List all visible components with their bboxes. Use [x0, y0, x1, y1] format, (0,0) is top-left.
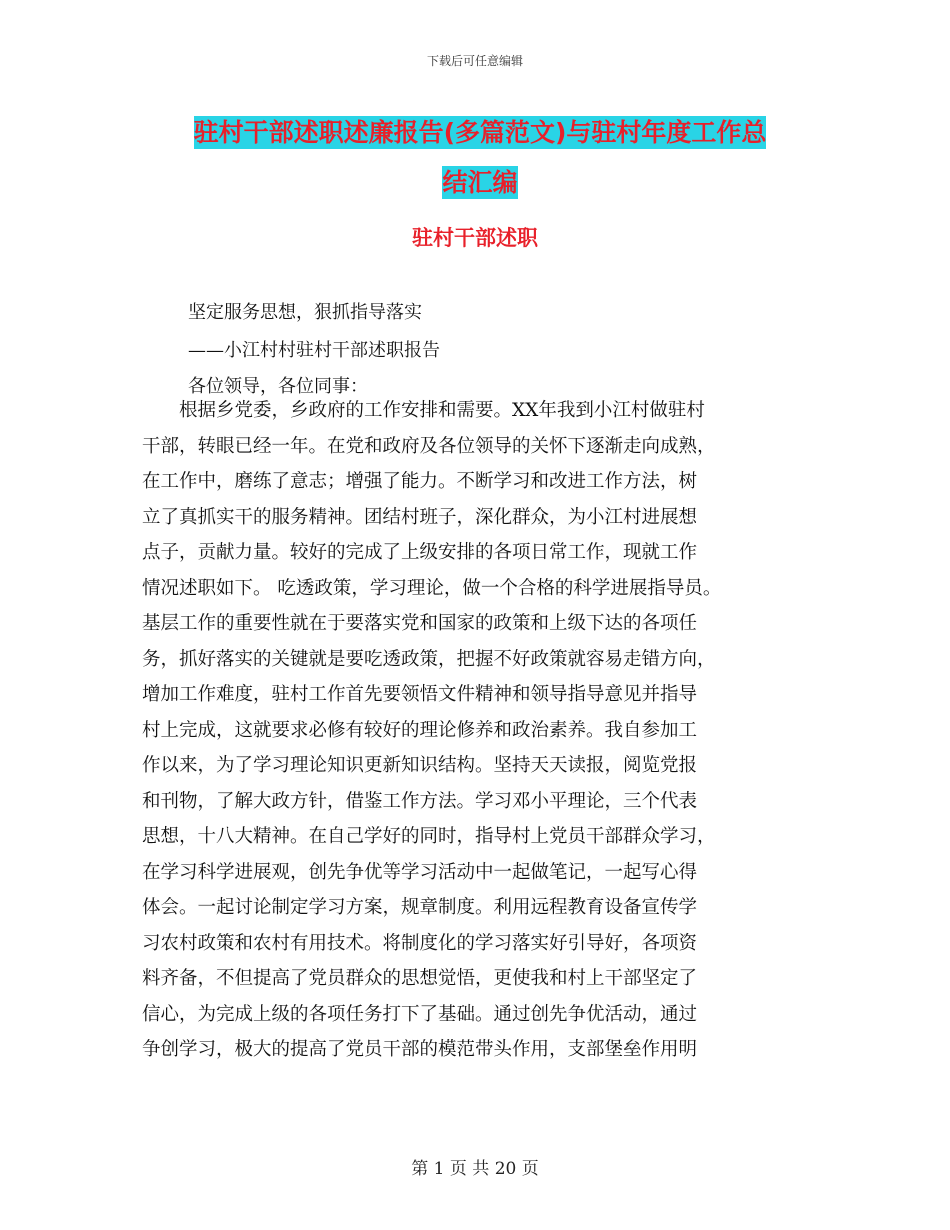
- body-line: 基层工作的重要性就在于要落实党和国家的政策和上级下达的各项任: [142, 613, 698, 634]
- body-line: 料齐备，不但提高了党员群众的思想觉悟，更使我和村上干部坚定了: [142, 968, 698, 989]
- body-line: 根据乡党委，乡政府的工作安排和需要。XX年我到小江村做驻村: [142, 400, 705, 421]
- body-line: 干部，转眼已经一年。在党和政府及各位领导的关怀下逐渐走向成熟，: [142, 435, 716, 457]
- body-line: 情况述职如下。 吃透政策，学习理论，做一个合格的科学进展指导员。: [142, 577, 722, 599]
- body-line: 作以来，为了学习理论知识更新知识结构。坚持天天读报，阅览党报: [142, 755, 698, 776]
- body-line: 务，抓好落实的关键就是要吃透政策，把握不好政策就容易走错方向，: [142, 648, 716, 670]
- body-line: 点子，贡献力量。较好的完成了上级安排的各项日常工作，现就工作: [142, 542, 698, 563]
- body-line: 村上完成，这就要求必修有较好的理论修养和政治素养。我自参加工: [142, 719, 698, 741]
- body-line: 争创学习，极大的提高了党员干部的模范带头作用，支部堡垒作用明: [142, 1039, 698, 1060]
- intro-heading: 坚定服务思想，狠抓指导落实: [188, 302, 422, 323]
- body-line: 立了真抓实干的服务精神。团结村班子，深化群众，为小江村进展想: [142, 506, 698, 528]
- body-text: [142, 393, 802, 1068]
- section-title: 驻村干部述职: [412, 226, 538, 250]
- body-line: 和刊物，了解大政方针，借鉴工作方法。学习邓小平理论，三个代表: [142, 790, 698, 812]
- body-line: 增加工作难度，驻村工作首先要领悟文件精神和领导指导意见并指导: [142, 684, 698, 705]
- title-line-2: 结汇编: [442, 168, 518, 197]
- body-line: 信心，为完成上级的各项任务打下了基础。通过创先争优活动，通过: [142, 1003, 698, 1025]
- body-line: 习农村政策和农村有用技术。将制度化的学习落实好引导好，各项资: [142, 932, 698, 954]
- page-footer: 第 1 页 共 20 页: [411, 1159, 539, 1179]
- body-line: 在工作中，磨练了意志；增强了能力。不断学习和改进工作方法，树: [142, 471, 698, 492]
- header-note: 下载后可任意编辑: [426, 54, 523, 68]
- body-line: 体会。一起讨论制定学习方案，规章制度。利用远程教育设备宣传学: [142, 897, 698, 918]
- intro-subheading: ——小江村村驻村干部述职报告: [188, 340, 440, 361]
- body-line: 在学习科学进展观，创先争优等学习活动中一起做笔记，一起写心得: [142, 861, 698, 883]
- intro-salutation: 各位领导，各位同事：: [188, 376, 368, 397]
- document-title: [140, 108, 820, 208]
- body-line: 思想，十八大精神。在自己学好的同时，指导村上党员干部群众学习，: [142, 826, 716, 847]
- title-line-1: 驻村干部述职述廉报告(多篇范文)与驻村年度工作总: [193, 118, 767, 147]
